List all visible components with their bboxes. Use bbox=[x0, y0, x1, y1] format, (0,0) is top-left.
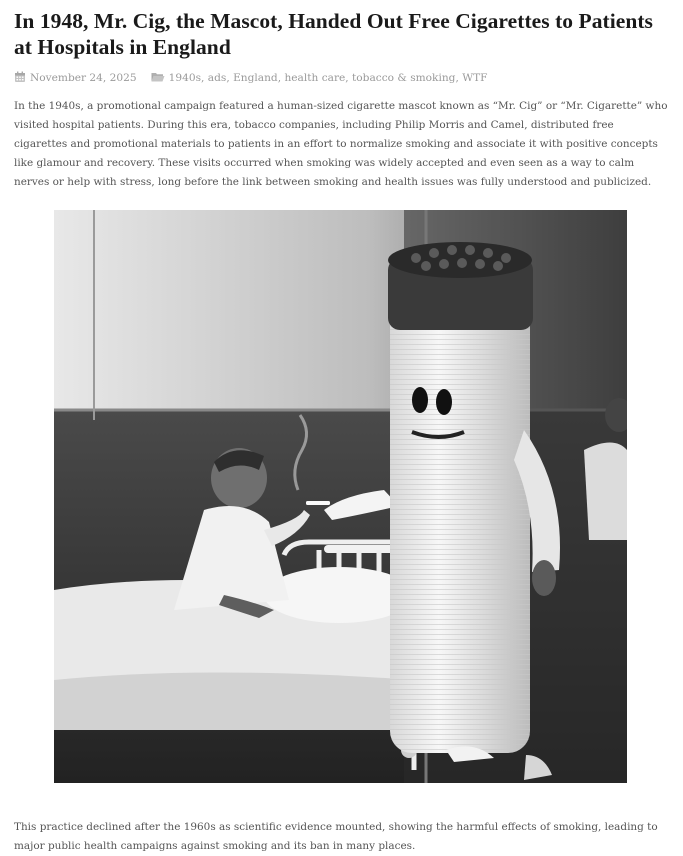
category-list: 1940s, ads, England, health care, tobacco & smoking, WTF bbox=[168, 72, 488, 84]
calendar-icon bbox=[14, 71, 26, 86]
intro-paragraph: In the 1940s, a promotional campaign featured a human-sized cigarette mascot known as “Mr. Cig” or “Mr. Cigarette” who visited hospital patients. During this era, tobacco companies, including Philip Morris and Camel, distributed free cigarettes and promotional materials to patients in an effort to normalize smoking and associate it with positive concepts like glamour and recovery. These visits occurred when smoking was widely accepted and even seen as a way to calm nerves or help with stress, long before the link between smoking and health issues was fully understood and publicized. bbox=[14, 100, 668, 188]
outro-paragraph: This practice declined after the 1960s as scientific evidence mounted, showing the harmful effects of smoking, leading to major public health campaigns against smoking and its ban in many places. bbox=[14, 821, 658, 853]
category-link[interactable]: tobacco & smoking bbox=[352, 72, 456, 84]
post-date: November 24, 2025 bbox=[30, 72, 137, 84]
article bbox=[14, 8, 669, 202]
category-link[interactable]: England bbox=[233, 72, 278, 84]
post-title: In 1948, Mr. Cig, the Mascot, Handed Out Free Cigarettes to Patients at Hospitals in England bbox=[14, 9, 653, 59]
category-link[interactable]: 1940s bbox=[168, 72, 202, 84]
article-photo bbox=[54, 210, 627, 783]
category-link[interactable]: WTF bbox=[462, 72, 488, 84]
category-link[interactable]: ads bbox=[207, 72, 227, 84]
post-meta bbox=[14, 70, 669, 86]
category-link[interactable]: health care bbox=[284, 72, 346, 84]
folder-icon bbox=[151, 71, 165, 86]
